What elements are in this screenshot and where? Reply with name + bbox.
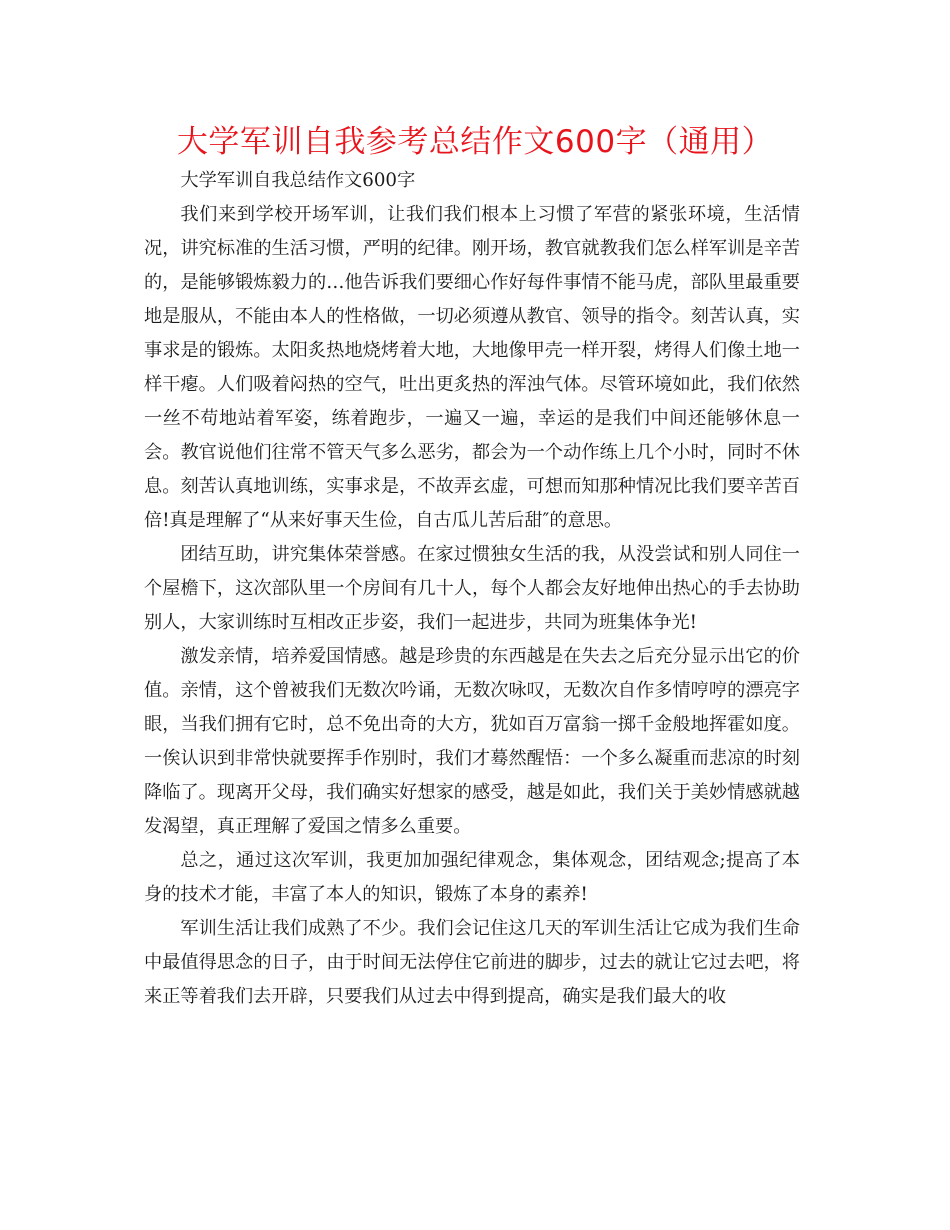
paragraph-1: 我们来到学校开场军训，让我们我们根本上习惯了军营的紧张环境，生活情况，讲究标准的生活习惯，严明的纪律。刚开场，教官就教我们怎么样军训是辛苦的，是能够锻炼毅力的…他告诉我们要细心作好每件事情不能马虎，部队里最重要地是服从，不能由本人的性格做，一切必须遵从教官、领导的指令。刻苦认真，实事求是的锻炼。太阳炙热地烧烤着大地，大地像甲壳一样开裂，烤得人们像土地一样干瘪。人们吸着闷热的空气，吐出更炙热的浑浊气体。尽管环境如此，我们依然一丝不苟地站着军姿，练着跑步，一遍又一遍，幸运的是我们中间还能够休息一会。教官说他们往常不管天气多么恶劣，都会为一个动作练上几个小时，同时不休息。刻苦认真地训练，实事求是，不故弄玄虚，可想而知那种情况比我们要辛苦百倍!真是理解了“从来好事天生俭，自古瓜儿苦后甜″的意思。	[144, 204, 800, 531]
paragraph-5: 军训生活让我们成熟了不少。我们会记住这几天的军训生活让它成为我们生命中最值得思念的日子，由于时间无法停住它前进的脚步，过去的就让它过去吧，将来正等着我们去开辟，只要我们从过去中得到提高，确实是我们最大的收	[144, 918, 800, 1007]
document-body	[144, 164, 800, 1014]
paragraph-3: 激发亲情，培养爱国情感。越是珍贵的东西越是在失去之后充分显示出它的价值。亲情，这个曾被我们无数次吟诵，无数次咏叹，无数次自作多情哼哼的漂亮字眼，当我们拥有它时，总不免出奇的大方，犹如百万富翁一掷千金般地挥霍如度。一俟认识到非常快就要挥手作别时，我们才蓦然醒悟：一个多么凝重而悲凉的时刻降临了。现离开父母，我们确实好想家的感受，越是如此，我们关于美妙情感就越发渴望，真正理解了爱国之情多么重要。	[144, 646, 800, 837]
paragraph-2: 团结互助，讲究集体荣誉感。在家过惯独女生活的我，从没尝试和别人同住一个屋檐下，这次部队里一个房间有几十人，每个人都会友好地伸出热心的手去协助别人，大家训练时互相改正步姿，我们一起进步，共同为班集体争光!	[144, 544, 800, 633]
paragraph-4: 总之，通过这次军训，我更加加强纪律观念，集体观念，团结观念;提高了本身的技术才能，丰富了本人的知识，锻炼了本身的素养!	[144, 850, 800, 905]
document-subtitle: 大学军训自我总结作文600字	[180, 170, 416, 191]
document-title: 大学军训自我参考总结作文600字（通用）	[176, 124, 774, 160]
